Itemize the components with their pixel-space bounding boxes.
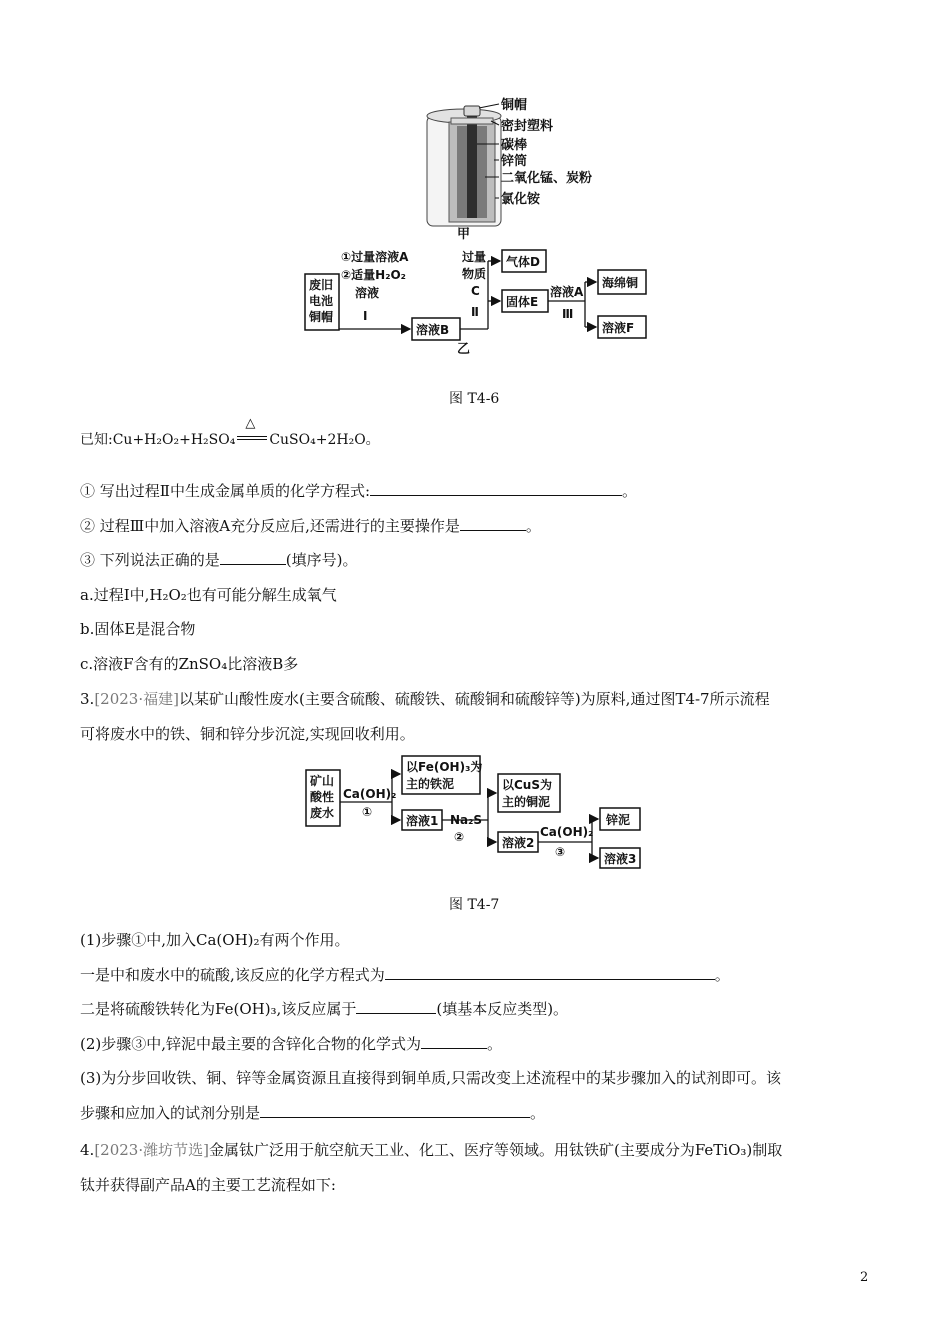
q3-part-2 — [80, 1034, 502, 1054]
step1-reagent-1: ①过量溶液A — [341, 250, 409, 264]
copper-mud-line-1: 以CuS为 — [502, 778, 552, 792]
solid-e-label: 固体E — [506, 295, 539, 309]
step3-roman: Ⅲ — [562, 307, 574, 321]
option-b: b.固体E是混合物 — [80, 620, 196, 638]
start-line-1: 废旧 — [309, 278, 334, 292]
start-line-2: 电池 — [309, 294, 334, 308]
t47-reagent-1: Ca(OH)₂ — [343, 787, 397, 801]
q4-source: [2023·潍坊节选] — [94, 1141, 209, 1159]
t47-step-1: ① — [362, 805, 373, 819]
q4-line-1 — [80, 1140, 782, 1160]
answer-blank-3[interactable] — [220, 550, 286, 565]
start-line-3: 铜帽 — [309, 310, 334, 324]
answer-blank-1[interactable] — [370, 481, 622, 496]
q2-part-2-end: 。 — [525, 517, 541, 535]
t47-start-3: 废水 — [310, 806, 335, 820]
solution-b-label: 溶液B — [416, 323, 450, 337]
step1-reagent-3: 溶液 — [355, 286, 380, 300]
q3-part-3-line-1: (3)为分步回收铁、铜、锌等金属资源且直接得到铜单质,只需改变上述流程中的某步骤加入的试剂即可。该 — [80, 1069, 782, 1087]
q3-part-3-end: 。 — [530, 1104, 546, 1122]
q3-number: 3. — [80, 690, 95, 708]
q3-part-1a-text: 一是中和废水中的硫酸,该反应的化学方程式为 — [80, 966, 385, 984]
caption-t4-6: 图 T4-6 — [449, 391, 500, 407]
label-jia: 甲 — [457, 227, 471, 242]
q3-source: [2023·福建] — [94, 690, 179, 708]
flow-diagram-t4-6 — [300, 246, 660, 358]
q3-part-3-line-2 — [80, 1103, 545, 1123]
battery-label-nh4cl: 氯化铵 — [501, 192, 541, 207]
step2-roman: Ⅱ — [471, 305, 479, 319]
q3-part-1a-end: 。 — [714, 966, 730, 984]
step3-reagent: 溶液A — [550, 285, 584, 299]
flow-diagram-t4-7 — [300, 752, 650, 874]
option-c: c.溶液F含有的ZnSO₄比溶液B多 — [80, 655, 299, 673]
q2-part-2 — [80, 516, 541, 536]
caption-t4-7: 图 T4-7 — [449, 897, 500, 913]
copper-cap — [464, 106, 480, 116]
zinc-mud-label: 锌泥 — [606, 813, 631, 827]
heat-condition — [235, 416, 269, 444]
solution-2-label: 溶液2 — [502, 836, 535, 850]
battery-label-zinc: 锌筒 — [501, 154, 528, 169]
q3-part-1b-text: 二是将硫酸铁转化为Fe(OH)₃,该反应属于 — [80, 1000, 357, 1018]
solution-3-label: 溶液3 — [604, 852, 637, 866]
q3-part-1b-end: (填基本反应类型)。 — [436, 1000, 569, 1018]
q3-part-3-text: 步骤和应加入的试剂分别是 — [80, 1104, 261, 1122]
q4-line-2: 钛并获得副产品A的主要工艺流程如下: — [80, 1176, 336, 1194]
step2-reagent-3: C — [471, 284, 480, 298]
answer-blank-7[interactable] — [260, 1103, 530, 1118]
battery-label-cap: 铜帽 — [501, 98, 528, 113]
q4-line-1-text: 金属钛广泛用于航空航天工业、化工、医疗等领域。用钛铁矿(主要成分为FeTiO₃)制取 — [208, 1141, 783, 1159]
q2-part-1-end: 。 — [622, 482, 638, 500]
q3-line-1 — [80, 689, 770, 709]
battery-label-carbon: 碳棒 — [501, 138, 528, 153]
step1-roman: Ⅰ — [363, 309, 368, 323]
q3-part-2-end: 。 — [487, 1035, 503, 1053]
page-number: 2 — [860, 1270, 869, 1285]
t47-step-3: ③ — [555, 845, 566, 859]
battery-label-mno2: 二氧化锰、炭粉 — [501, 171, 593, 186]
step2-reagent-2: 物质 — [462, 267, 487, 281]
seal-plastic — [451, 118, 493, 124]
heat-symbol: △ — [245, 416, 256, 431]
known-equation — [80, 416, 380, 450]
t47-start-1: 矿山 — [310, 774, 335, 788]
answer-blank-2[interactable] — [460, 516, 526, 531]
solution-1-label: 溶液1 — [406, 814, 439, 828]
iron-mud-line-1: 以Fe(OH)₃为 — [406, 760, 483, 774]
carbon-rod — [467, 114, 477, 218]
q4-number: 4. — [80, 1141, 95, 1159]
solution-f-label: 溶液F — [602, 321, 635, 335]
option-a: a.过程Ⅰ中,H₂O₂也有可能分解生成氧气 — [80, 586, 337, 604]
known-prefix: 已知:Cu+H₂O₂+H₂SO₄ — [80, 432, 236, 448]
answer-blank-4[interactable] — [385, 965, 715, 980]
q2-part-3-end: (填序号)。 — [285, 551, 358, 569]
q2-part-2-text: ② 过程Ⅲ中加入溶液A充分反应后,还需进行的主要操作是 — [80, 517, 460, 535]
q2-part-1 — [80, 481, 637, 501]
step2-reagent-1: 过量 — [462, 250, 487, 264]
iron-mud-line-2: 主的铁泥 — [406, 777, 455, 791]
t47-start-2: 酸性 — [310, 790, 335, 804]
q3-line-2: 可将废水中的铁、铜和锌分步沉淀,实现回收利用。 — [80, 725, 415, 743]
answer-blank-6[interactable] — [421, 1034, 487, 1049]
q2-part-1-text: ① 写出过程Ⅱ中生成金属单质的化学方程式: — [80, 482, 371, 500]
battery-label-seal: 密封塑料 — [501, 119, 554, 134]
sponge-copper-label: 海绵铜 — [602, 276, 639, 290]
q3-part-1b — [80, 999, 568, 1019]
label-yi: 乙 — [457, 342, 471, 357]
gas-d-label: 气体D — [506, 255, 540, 269]
step1-reagent-2: ②适量H₂O₂ — [341, 268, 406, 282]
q3-part-1a — [80, 965, 730, 985]
q3-line-1-text: 以某矿山酸性废水(主要含硫酸、硫酸铁、硫酸铜和硫酸锌等)为原料,通过图T4-7所示流程 — [178, 690, 770, 708]
t47-step-2: ② — [454, 830, 465, 844]
q3-part-2-text: (2)步骤③中,锌泥中最主要的含锌化合物的化学式为 — [80, 1035, 422, 1053]
answer-blank-5[interactable] — [356, 999, 436, 1014]
q3-part-1: (1)步骤①中,加入Ca(OH)₂有两个作用。 — [80, 931, 350, 949]
t47-reagent-3: Ca(OH)₂ — [540, 825, 594, 839]
battery-diagram — [415, 92, 615, 242]
known-suffix: CuSO₄+2H₂O。 — [269, 432, 380, 448]
q2-part-3 — [80, 550, 358, 570]
q2-part-3-text: ③ 下列说法正确的是 — [80, 551, 220, 569]
copper-mud-line-2: 主的铜泥 — [502, 795, 551, 809]
t47-reagent-2: Na₂S — [450, 813, 483, 827]
